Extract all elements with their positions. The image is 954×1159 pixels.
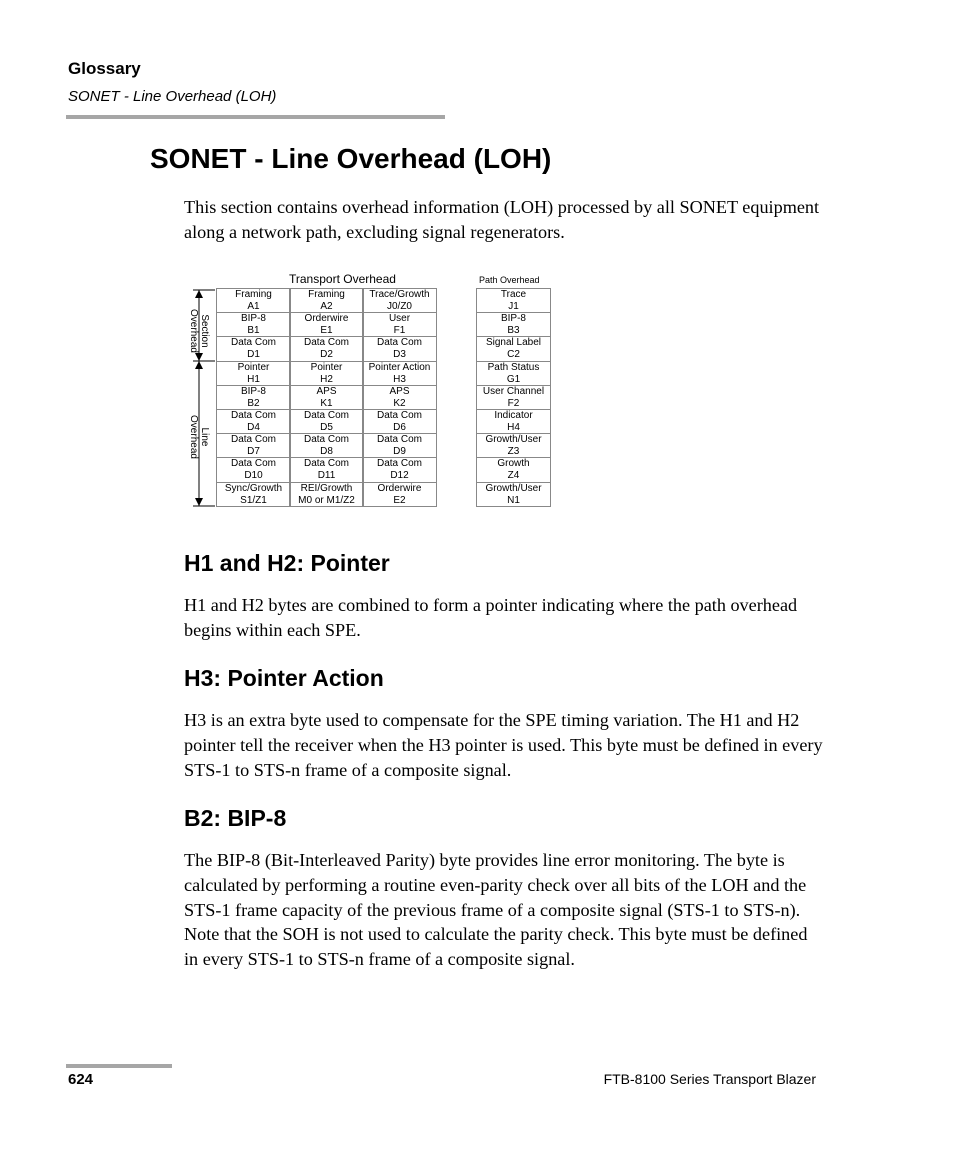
intro-paragraph: This section contains overhead information (LOH) processed by all SONET equipment along a network path, excluding signal regenerators. [184, 197, 820, 242]
cell-byte: D7 [247, 446, 260, 458]
cell-byte: J1 [508, 301, 519, 312]
section-overhead-label: Section Overhead [188, 309, 210, 353]
page-number: 624 [68, 1071, 94, 1088]
cell-name: Growth/User [485, 434, 542, 446]
product-name: FTB-8100 Series Transport Blazer [603, 1071, 816, 1087]
path-cell [476, 482, 551, 507]
cell-name: Data Com [303, 410, 349, 421]
cell-byte: J0/Z0 [386, 301, 412, 312]
cell-byte: A1 [247, 301, 260, 312]
cell-name: BIP-8 [240, 313, 266, 325]
transport-cell [362, 457, 437, 482]
transport-cell [362, 312, 437, 337]
line-overhead-label: Line Overhead [188, 415, 210, 459]
cell-name: Data Com [376, 337, 422, 349]
transport-cell [289, 288, 364, 313]
transport-cell [289, 433, 364, 458]
cell-name: Trace/Growth [369, 289, 430, 300]
path-cell [476, 433, 551, 458]
heading-b2: B2: BIP-8 [184, 805, 287, 831]
path-cell [476, 336, 551, 361]
transport-cell [289, 457, 364, 482]
transport-cell [289, 361, 364, 386]
transport-cell [362, 361, 437, 386]
cell-name: Data Com [303, 434, 349, 446]
transport-cell [216, 433, 291, 458]
cell-name: Data Com [376, 434, 422, 446]
cell-byte: B1 [247, 325, 260, 337]
cell-byte: H1 [247, 373, 260, 385]
cell-byte: E1 [320, 325, 333, 337]
footer-rule [66, 1064, 172, 1068]
cell-name: Sync/Growth [224, 482, 283, 494]
transport-cell [362, 288, 437, 313]
path-cell [476, 312, 551, 337]
cell-name: Framing [235, 289, 272, 300]
cell-name: Growth [497, 458, 530, 470]
transport-cell [216, 361, 291, 386]
transport-cell [289, 336, 364, 361]
cell-name: Indicator [494, 410, 533, 421]
cell-name: Path Status [487, 361, 540, 373]
transport-cell [289, 482, 364, 507]
path-cell [476, 457, 551, 482]
path-cell [476, 385, 551, 410]
transport-cell [216, 457, 291, 482]
cell-name: Pointer [310, 361, 343, 373]
transport-cell [216, 336, 291, 361]
cell-byte: D4 [247, 422, 260, 433]
cell-byte: K1 [320, 397, 333, 409]
cell-byte: D12 [390, 470, 409, 482]
cell-byte: D5 [320, 422, 333, 433]
paragraph-b2: The BIP-8 (Bit-Interleaved Parity) byte provides line error monitoring. The byte is calculated by performing a routine even-parity check over all bits of the LOH and the STS-1 frame capacity of the previous frame of a composite signal (STS-1 to STS-n). Note that the SOH is not used to calculate the parity check. This byte must be defined in every STS-1 to STS-n frame of a composite signal. [184, 850, 808, 970]
cell-name: Trace [500, 289, 527, 300]
cell-name: Orderwire [304, 313, 349, 325]
heading-h3: H3: Pointer Action [184, 665, 384, 691]
cell-byte: N1 [507, 494, 520, 506]
cell-name: Orderwire [377, 482, 422, 494]
cell-name: Data Com [230, 434, 276, 446]
cell-name: APS [316, 385, 337, 397]
cell-name: Data Com [376, 458, 422, 470]
path-cell [476, 288, 551, 313]
overhead-figure [183, 268, 555, 512]
cell-byte: S1/Z1 [240, 494, 267, 506]
cell-byte: M0 or M1/Z2 [298, 494, 355, 506]
cell-byte: K2 [393, 397, 406, 409]
transport-cell [289, 409, 364, 434]
cell-byte: H4 [507, 422, 520, 433]
cell-name: Framing [308, 289, 345, 300]
transport-cell [362, 409, 437, 434]
cell-byte: D2 [320, 349, 333, 361]
transport-cell [362, 433, 437, 458]
cell-byte: D6 [393, 422, 406, 433]
cell-name: APS [389, 385, 410, 397]
transport-overhead-title: Transport Overhead [289, 272, 396, 286]
running-header-section: Glossary [68, 59, 141, 78]
path-cell [476, 361, 551, 386]
transport-cell [362, 482, 437, 507]
cell-name: Growth/User [485, 482, 542, 494]
transport-cell [216, 409, 291, 434]
transport-cell [362, 336, 437, 361]
cell-byte: G1 [506, 373, 521, 385]
cell-name: User Channel [482, 385, 545, 397]
transport-cell [289, 385, 364, 410]
cell-byte: A2 [320, 301, 333, 312]
transport-cell [216, 312, 291, 337]
cell-byte: D10 [244, 470, 263, 482]
cell-byte: H3 [393, 373, 406, 385]
cell-byte: D1 [247, 349, 260, 361]
cell-byte: D9 [393, 446, 406, 458]
path-overhead-title: Path Overhead [479, 275, 540, 285]
cell-byte: H2 [320, 373, 333, 385]
cell-name: Signal Label [485, 337, 542, 349]
transport-cell [216, 288, 291, 313]
cell-name: Pointer Action [368, 361, 431, 373]
cell-byte: F2 [507, 397, 520, 409]
paragraph-h3: H3 is an extra byte used to compensate for the SPE timing variation. The H1 and H2 pointer tell the receiver when the H3 pointer is used. This byte must be defined in every STS-1 to STS-n frame of a composite signal. [184, 710, 823, 780]
transport-cell [216, 385, 291, 410]
cell-byte: Z3 [507, 446, 520, 458]
heading-h1-h2: H1 and H2: Pointer [184, 550, 390, 576]
cell-name: Pointer [237, 361, 270, 373]
cell-name: Data Com [376, 410, 422, 421]
cell-byte: F1 [393, 325, 406, 337]
cell-name: Data Com [303, 458, 349, 470]
cell-byte: B3 [507, 325, 520, 337]
cell-name: REI/Growth [300, 482, 353, 494]
cell-name: Data Com [230, 337, 276, 349]
cell-byte: Z4 [507, 470, 520, 482]
cell-byte: D3 [393, 349, 406, 361]
cell-name: BIP-8 [500, 313, 526, 325]
transport-cell [216, 482, 291, 507]
cell-byte: D11 [317, 470, 336, 482]
cell-byte: E2 [393, 494, 406, 506]
cell-name: Data Com [230, 458, 276, 470]
transport-cell [289, 312, 364, 337]
running-header-subsection: SONET - Line Overhead (LOH) [68, 88, 277, 105]
paragraph-h1-h2: H1 and H2 bytes are combined to form a pointer indicating where the path overhead begins within each SPE. [184, 595, 798, 640]
path-cell [476, 409, 551, 434]
cell-name: Data Com [230, 410, 276, 421]
cell-byte: B2 [247, 397, 260, 409]
cell-byte: D8 [320, 446, 333, 458]
cell-name: BIP-8 [240, 385, 266, 397]
cell-name: Data Com [303, 337, 349, 349]
page-title: SONET - Line Overhead (LOH) [150, 143, 552, 174]
header-rule [66, 115, 445, 119]
cell-byte: C2 [507, 349, 520, 361]
transport-cell [362, 385, 437, 410]
cell-name: User [388, 313, 411, 325]
